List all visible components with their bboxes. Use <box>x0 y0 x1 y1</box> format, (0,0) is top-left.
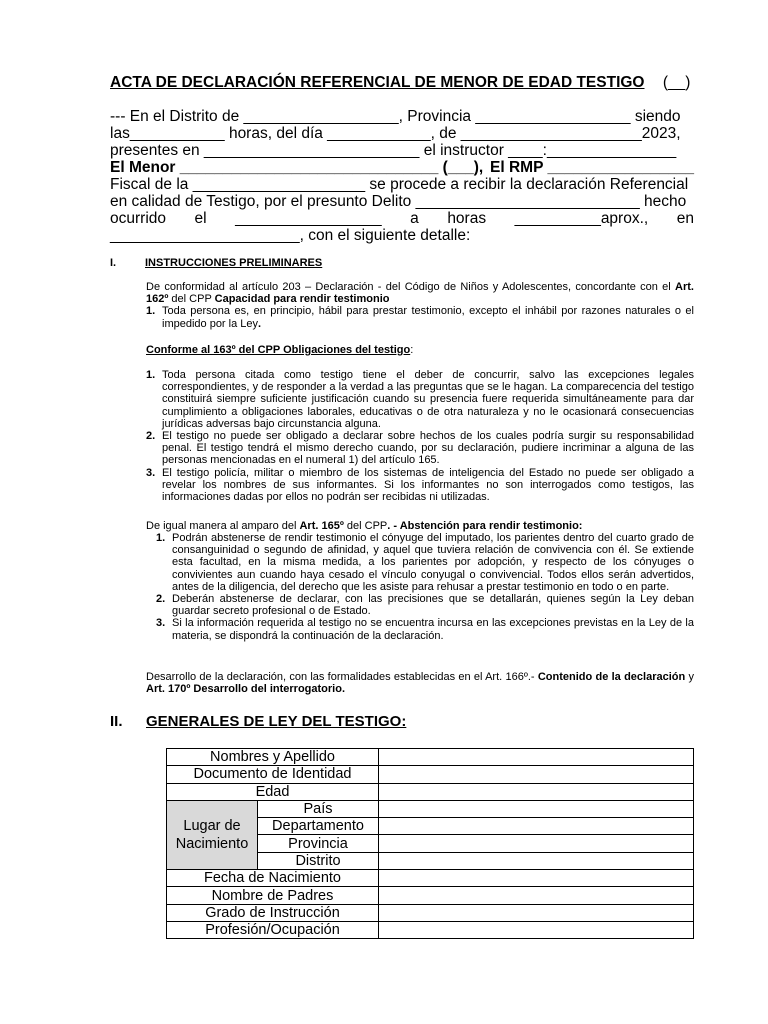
list-item <box>146 430 694 467</box>
intro-word: a <box>410 210 419 227</box>
table-row <box>167 904 694 921</box>
section1-title: INSTRUCCIONES PRELIMINARES <box>145 257 323 269</box>
intro-word: _________________ <box>235 210 382 227</box>
value-cell[interactable] <box>379 870 694 887</box>
row-label: Profesión/Ocupación <box>167 921 379 938</box>
section2-number: II. <box>110 713 123 730</box>
row-label: Provincia <box>258 835 379 852</box>
row-label: Grado de Instrucción <box>167 904 379 921</box>
intro-text: presentes en _________________________ el instructor ____:_______________ <box>110 142 677 159</box>
menor-field: El Menor ______________________________ (___), <box>110 159 484 176</box>
row-label: Distrito <box>258 852 379 869</box>
intro-text: en calidad de Testigo, por el presunto Delito __________________________ hecho <box>110 193 687 210</box>
row-label: Edad <box>167 783 379 800</box>
row-label: Fecha de Nacimiento <box>167 870 379 887</box>
list-text: Si la información requerida al testigo no se encuentra incursa en las excepciones previstas en la Ley de la materia, se dispondrá la continuación de la declaración. <box>172 617 694 642</box>
value-cell[interactable] <box>379 818 694 835</box>
section1-number: I. <box>110 257 117 269</box>
intro-word: horas <box>447 210 487 227</box>
art163-heading: Conforme al 163º del CPP Obligaciones del testigo: <box>146 344 414 356</box>
intro-line <box>110 193 694 210</box>
rmp-field: El RMP _________________ <box>490 159 694 176</box>
intro-line <box>110 142 694 159</box>
intro-line <box>110 125 694 142</box>
row-label: País <box>258 800 379 817</box>
table-row <box>167 921 694 938</box>
list-text: Deberán abstenerse de declarar, con las precisiones que se detallarán, quienes según la Ley deban guardar secreto profesional o de Estado. <box>172 593 694 618</box>
table-row <box>167 783 694 800</box>
list-number: 1. <box>156 532 166 544</box>
section2-title: GENERALES DE LEY DEL TESTIGO: <box>146 713 407 730</box>
list-number: 1. <box>146 369 156 381</box>
value-cell[interactable] <box>379 887 694 904</box>
value-cell[interactable] <box>379 904 694 921</box>
value-cell[interactable] <box>379 749 694 766</box>
value-cell[interactable] <box>379 921 694 938</box>
intro-line <box>110 176 694 193</box>
section2-heading <box>110 713 406 730</box>
list-number: 3. <box>146 466 156 479</box>
table-row <box>167 800 694 817</box>
desarrollo-paragraph: Desarrollo de la declaración, con las formalidades establecidas en el Art. 166º.- Contenido de la declaración y Art. 170º Desarrollo del interrogatorio. <box>146 671 694 696</box>
intro-word: __________aprox., <box>514 210 649 227</box>
list-item <box>156 593 694 617</box>
intro-text: Fiscal de la ____________________ se procede a recibir la declaración Referencial <box>110 176 689 193</box>
intro-line <box>110 227 694 244</box>
list-item <box>156 617 694 641</box>
row-label: Documento de Identidad <box>167 766 379 783</box>
list-item <box>146 369 694 430</box>
document-title <box>110 74 690 92</box>
list-item: 1. Toda persona es, en principio, hábil para prestar testimonio, excepto el inhábil por razones naturales o el impedido por la Ley. <box>146 305 694 330</box>
lugar-nacimiento-label: Lugar de Nacimiento <box>167 800 258 869</box>
art163-list <box>146 369 694 503</box>
intro-text: --- En el Distrito de __________________, Provincia __________________ siendo <box>110 108 681 125</box>
title-number: (__) <box>662 74 691 91</box>
table-row <box>167 749 694 766</box>
value-cell[interactable] <box>379 852 694 869</box>
art162-list <box>146 305 694 329</box>
value-cell[interactable] <box>379 783 694 800</box>
list-number: 2. <box>146 430 156 443</box>
list-item <box>156 532 694 593</box>
list-text: Toda persona citada como testigo tiene el deber de concurrir, salvo las excepciones legales correspondientes, y de responder a la verdad a las preguntas que se le hagan. La comparecencia del testigo constituirá siempre suficiente justificación cuando su presencia fuere requerida simultáneamente para dar cumplimiento a obligaciones laborales, educativas o de otra naturaleza y no le ocasionará consecuencias jurídicas adversas bajo circunstancia alguna. <box>162 369 694 430</box>
list-number: 2. <box>156 593 166 606</box>
list-item <box>146 467 694 504</box>
intro-text: las___________ horas, del día ____________, de _____________________2023, <box>110 125 681 142</box>
table-row <box>167 887 694 904</box>
witness-data-table <box>166 748 694 939</box>
list-number: 3. <box>156 617 166 630</box>
table-row <box>167 870 694 887</box>
intro-text: ______________________, con el siguiente detalle: <box>110 227 471 244</box>
value-cell[interactable] <box>379 766 694 783</box>
section1-heading <box>110 257 322 269</box>
row-label: Nombres y Apellido <box>167 749 379 766</box>
intro-line <box>110 159 694 176</box>
art162-paragraph <box>146 281 694 330</box>
intro-word: ocurrido <box>110 210 166 227</box>
title-text: ACTA DE DECLARACIÓN REFERENCIAL DE MENOR DE EDAD TESTIGO <box>110 74 645 91</box>
value-cell[interactable] <box>379 835 694 852</box>
intro-line <box>110 108 694 125</box>
intro-word: el <box>194 210 207 227</box>
list-text: El testigo policía, militar o miembro de los sistemas de inteligencia del Estado no puede ser obligado a revelar los nombres de sus informantes. Si los informantes no son interrogados como testigos, las informaciones dadas por ellos no podrán ser recibidas ni utilizadas. <box>162 466 694 504</box>
art165-list <box>156 532 694 642</box>
intro-paragraph <box>110 108 694 244</box>
table-row <box>167 766 694 783</box>
row-label: Departamento <box>258 818 379 835</box>
art165-paragraph: De igual manera al amparo del Art. 165º del CPP. - Abstención para rendir testimonio: <box>146 520 583 532</box>
list-text: El testigo no puede ser obligado a declarar sobre hechos de los cuales podría surgir su responsabilidad penal. El testigo tendrá el mismo derecho cuando, por su declaración, pudiere incriminar a alguna de las personas mencionadas en el numeral 1) del artículo 165. <box>162 430 694 467</box>
value-cell[interactable] <box>379 800 694 817</box>
art162-text: De conformidad al artículo 203 – Declaración - del Código de Niños y Adolescentes, concordante con el Art. 162º del CPP Capacidad para rendir testimonio <box>146 281 694 306</box>
row-label: Nombre de Padres <box>167 887 379 904</box>
list-text: Podrán abstenerse de rendir testimonio el cónyuge del imputado, los parientes dentro del cuarto grado de consanguinidad o segundo de afinidad, y aquel que tuviera relación de convivencia con él. Se extiende esta facultad, en la misma medida, a los parientes por adopción, y respecto de los cónyuges o convivientes aun cuando haya cesado el vínculo conyugal o convivencial. Todos ellos serán advertidos, antes de la diligencia, del derecho que les asiste para rehusar a prestar testimonio en todo o en parte. <box>172 532 694 593</box>
intro-line <box>110 210 694 227</box>
intro-word: en <box>676 210 694 227</box>
